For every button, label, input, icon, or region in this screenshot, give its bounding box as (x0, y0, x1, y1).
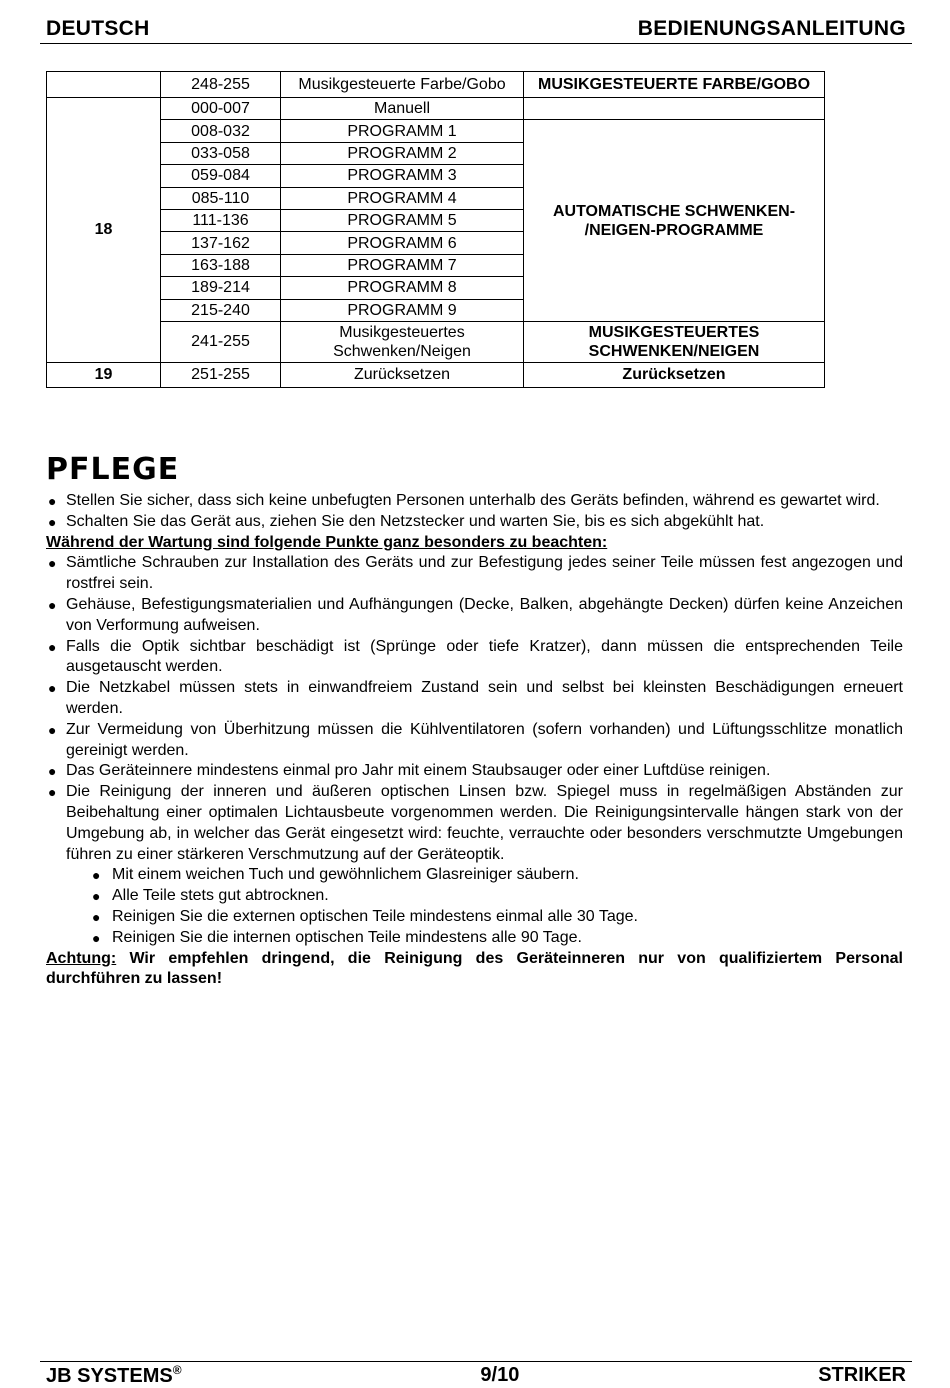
list-item (46, 907, 903, 928)
maintenance-subheading: Während der Wartung sind folgende Punkte ganz besonders zu beachten: (46, 533, 608, 551)
list-item (46, 761, 903, 782)
list-item-text: Reinigen Sie die externen optischen Teile mindestens einmal alle 30 Tage. (112, 907, 638, 925)
value-cell: 033-058 (161, 142, 281, 164)
channel-cell (47, 72, 161, 98)
table-row (47, 72, 825, 98)
footer-brand (46, 1363, 182, 1388)
bullet-icon: ● (48, 555, 57, 572)
function-cell: PROGRAMM 1 (281, 120, 524, 142)
list-item-text: Gehäuse, Befestigungsmaterialien und Aufhängungen (Decke, Balken, abgehängte Decken) dürfen keine Anzeichen von Verformung aufweisen. (66, 595, 903, 634)
list-item (46, 512, 903, 533)
value-cell: 248-255 (161, 72, 281, 98)
list-item-text: Alle Teile stets gut abtrocknen. (112, 887, 329, 905)
list-item-text: Die Reinigung der inneren und äußeren optischen Linsen bzw. Spiegel muss in regelmäßigen Abständen zur Beibehaltung einer optimalen Lichtausbeute vorgenommen werden. Die Reinigungsintervalle hängen stark von der Umgebung ab, in welcher das Gerät eingesetzt wird: feuchte, verrauchte oder besonders verschmutzte Umgebungen führen zu einer stärkeren Verschmutzung auf der Geräteoptik. (66, 783, 903, 863)
list-item (46, 865, 903, 886)
description-line: /NEIGEN-PROGRAMME (584, 221, 764, 239)
bullet-icon: ● (48, 784, 57, 801)
bullet-icon: ● (48, 493, 57, 509)
value-cell: 008-032 (161, 120, 281, 142)
value-cell: 189-214 (161, 277, 281, 299)
function-cell: PROGRAMM 8 (281, 277, 524, 299)
bullet-icon: ● (48, 513, 57, 530)
registered-mark: ® (172, 1363, 182, 1377)
table-row (47, 362, 825, 387)
list-item (46, 553, 903, 595)
maintenance-content (46, 491, 903, 990)
footer-product: STRIKER (818, 1364, 906, 1386)
list-item-text: Falls die Optik sichtbar beschädigt ist (Sprünge oder tiefe Kratzer), dann müssen die entsprechenden Teile ausgetauscht werden. (66, 637, 903, 676)
function-cell: PROGRAMM 6 (281, 232, 524, 254)
list-item (46, 886, 903, 907)
function-line: Musikgesteuertes (339, 323, 465, 341)
bullet-icon: ● (48, 680, 57, 697)
value-cell: 215-240 (161, 299, 281, 321)
section-title: PFLEGE (46, 452, 180, 487)
page-footer (40, 1361, 912, 1387)
value-cell: 163-188 (161, 254, 281, 276)
bullet-icon: ● (48, 763, 57, 780)
description-cell (524, 321, 825, 362)
description-cell: MUSIKGESTEUERTE FARBE/GOBO (524, 72, 825, 98)
description-line: SCHWENKEN/NEIGEN (588, 342, 760, 360)
table-row (47, 98, 825, 120)
list-item (46, 491, 903, 512)
maintenance-list (46, 553, 903, 865)
description-line: MUSIKGESTEUERTES (588, 323, 760, 341)
warning-text: Wir empfehlen dringend, die Reinigung des Geräteinneren nur von qualifiziertem Personal durchführen zu lassen! (46, 949, 903, 988)
list-item-text: Mit einem weichen Tuch und gewöhnlichem Glasreiniger säubern. (112, 866, 579, 884)
bullet-icon: ● (92, 867, 101, 884)
description-cell (524, 120, 825, 322)
list-item-text: Die Netzkabel müssen stets in einwandfreiem Zustand sein und selbst bei kleinsten Beschädigungen erneuert werden. (66, 679, 903, 717)
bullet-icon: ● (92, 888, 101, 905)
list-item-text: Das Geräteinnere mindestens einmal pro Jahr mit einem Staubsauger oder einer Luftdüse reinigen. (66, 762, 771, 780)
value-cell: 251-255 (161, 362, 281, 387)
function-cell: Zurücksetzen (281, 362, 524, 387)
cleaning-sub-list (46, 865, 903, 948)
list-item (46, 782, 903, 865)
function-cell (281, 321, 524, 362)
value-cell: 137-162 (161, 232, 281, 254)
function-line: Schwenken/Neigen (333, 342, 471, 360)
footer-brand-name: JB SYSTEMS (46, 1365, 173, 1387)
list-item-text: Sämtliche Schrauben zur Installation des Geräts und zur Befestigung jedes seiner Teile müssen fest angezogen und rostfrei sein. (66, 554, 903, 593)
function-cell: PROGRAMM 7 (281, 254, 524, 276)
bullet-icon: ● (92, 929, 101, 946)
bullet-icon: ● (48, 721, 57, 738)
intro-list (46, 491, 903, 533)
page-header (40, 16, 912, 44)
list-item (46, 720, 903, 762)
description-line: AUTOMATISCHE SCHWENKEN- (552, 202, 796, 220)
list-item-text: Reinigen Sie die internen optischen Teile mindestens alle 90 Tage. (112, 928, 582, 946)
table-row (47, 321, 825, 362)
bullet-icon: ● (92, 908, 101, 925)
dmx-channel-table (46, 71, 825, 388)
function-cell: PROGRAMM 2 (281, 142, 524, 164)
list-item-text: Zur Vermeidung von Überhitzung müssen die Kühlventilatoren (sofern vorhanden) und Lüftungsschlitze monatlich gereinigt werden. (66, 720, 903, 759)
list-item (46, 637, 903, 679)
bullet-icon: ● (48, 596, 57, 613)
description-cell: Zurücksetzen (524, 362, 825, 387)
page-number: 9/10 (480, 1364, 520, 1386)
list-item-text: Schalten Sie das Gerät aus, ziehen Sie den Netzstecker und warten Sie, bis es sich abgekühlt hat. (66, 512, 765, 530)
list-item (46, 678, 903, 720)
function-cell: Manuell (281, 98, 524, 120)
function-cell: PROGRAMM 3 (281, 165, 524, 187)
header-doc-type: BEDIENUNGSANLEITUNG (637, 17, 906, 40)
header-language: DEUTSCH (46, 17, 150, 40)
channel-cell: 19 (47, 362, 161, 387)
value-cell: 085-110 (161, 187, 281, 209)
value-cell: 000-007 (161, 98, 281, 120)
table-row (47, 120, 825, 142)
channel-cell: 18 (47, 98, 161, 363)
function-cell: PROGRAMM 4 (281, 187, 524, 209)
warning-note (46, 949, 903, 991)
function-cell: PROGRAMM 9 (281, 299, 524, 321)
bullet-icon: ● (48, 638, 57, 655)
warning-label: Achtung: (46, 949, 117, 967)
function-cell: Musikgesteuerte Farbe/Gobo (281, 72, 524, 98)
value-cell: 059-084 (161, 165, 281, 187)
function-cell: PROGRAMM 5 (281, 209, 524, 231)
list-item (46, 928, 903, 949)
description-cell (524, 98, 825, 120)
value-cell: 111-136 (161, 209, 281, 231)
list-item-text: Stellen Sie sicher, dass sich keine unbefugten Personen unterhalb des Geräts befinden, während es gewartet wird. (66, 492, 880, 509)
value-cell: 241-255 (161, 321, 281, 362)
list-item (46, 595, 903, 637)
